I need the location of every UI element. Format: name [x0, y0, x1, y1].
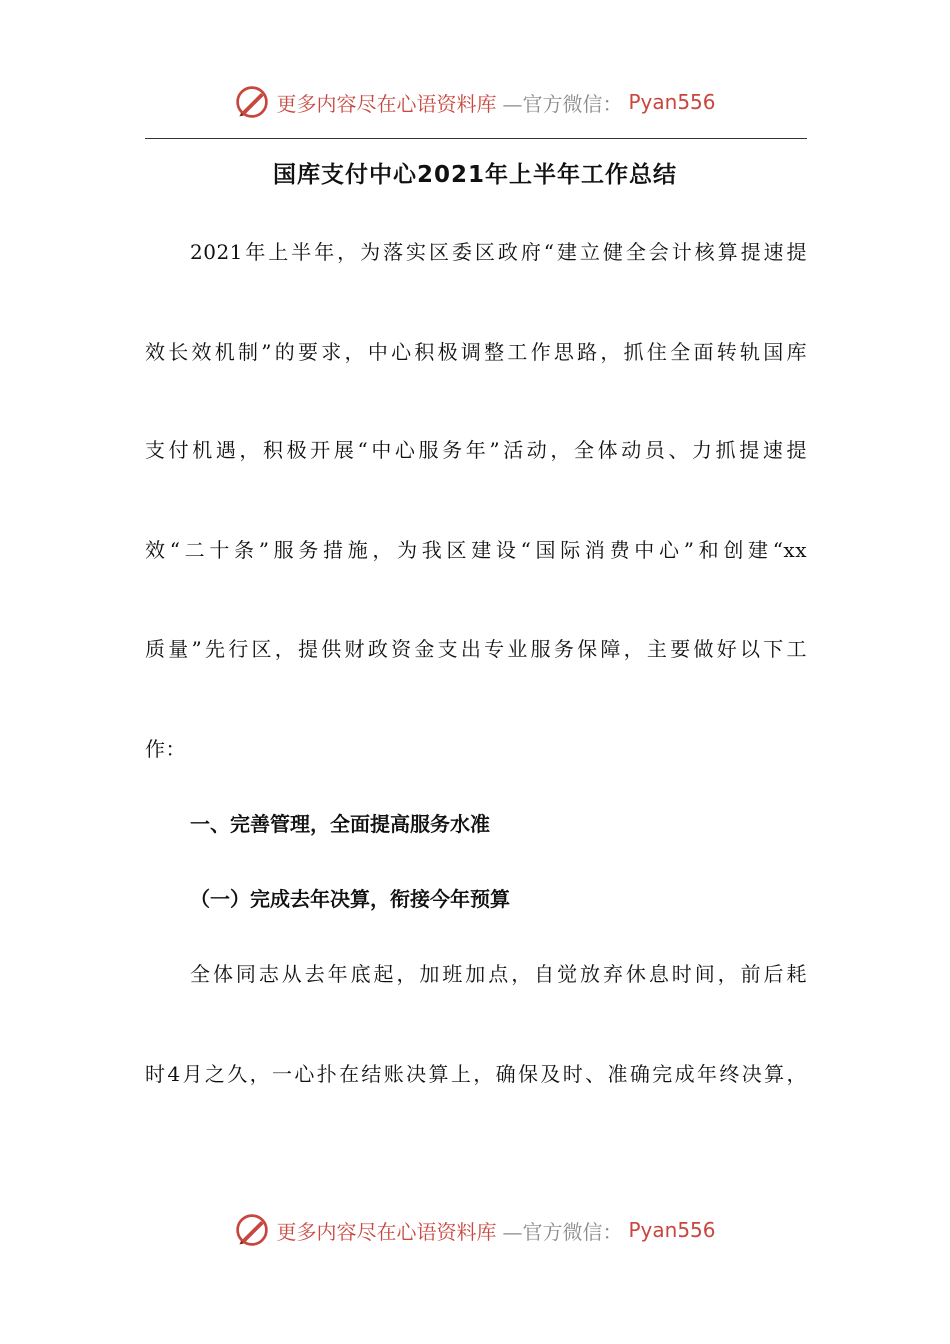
paragraph-line: 时4月之久，一心扑在结账决算上，确保及时、准确完成年终决算，: [145, 1062, 807, 1086]
pen-logo-icon: [234, 1212, 270, 1248]
document-title: 国库支付中心2021年上半年工作总结: [272, 162, 677, 188]
banner-wechat-id: Pyan556: [628, 90, 716, 114]
section-heading: 一、完善管理，全面提高服务水准: [190, 812, 490, 836]
banner-text-secondary: —官方微信：: [502, 1219, 623, 1244]
paragraph-line: 质量”先行区，提供财政资金支出专业服务保障，主要做好以下工: [145, 637, 807, 661]
banner-text-secondary: —官方微信：: [502, 91, 623, 116]
banner-text-primary: 更多内容尽在心语资料库: [276, 91, 497, 116]
paragraph-line: 2021年上半年，为落实区委区政府“建立健全会计核算提速提: [190, 240, 807, 264]
paragraph-line: 效长效机制”的要求，中心积极调整工作思路，抓住全面转轨国库: [145, 340, 807, 364]
pen-logo-icon: [234, 84, 270, 120]
header-watermark-banner: [0, 80, 950, 124]
paragraph-line: 支付机遇，积极开展“中心服务年”活动，全体动员、力抓提速提: [145, 438, 807, 462]
paragraph-line: 全体同志从去年底起，加班加点，自觉放弃休息时间，前后耗: [190, 962, 807, 986]
footer-watermark-banner: [0, 1208, 950, 1252]
subsection-heading: （一）完成去年决算，衔接今年预算: [190, 887, 510, 911]
banner-text-primary: 更多内容尽在心语资料库: [276, 1219, 497, 1244]
banner-wechat-id: Pyan556: [628, 1218, 716, 1242]
paragraph-line: 作：: [145, 737, 186, 761]
paragraph-line: 效“二十条”服务措施，为我区建设“国际消费中心”和创建“xx: [145, 538, 807, 562]
header-divider: [145, 138, 807, 139]
